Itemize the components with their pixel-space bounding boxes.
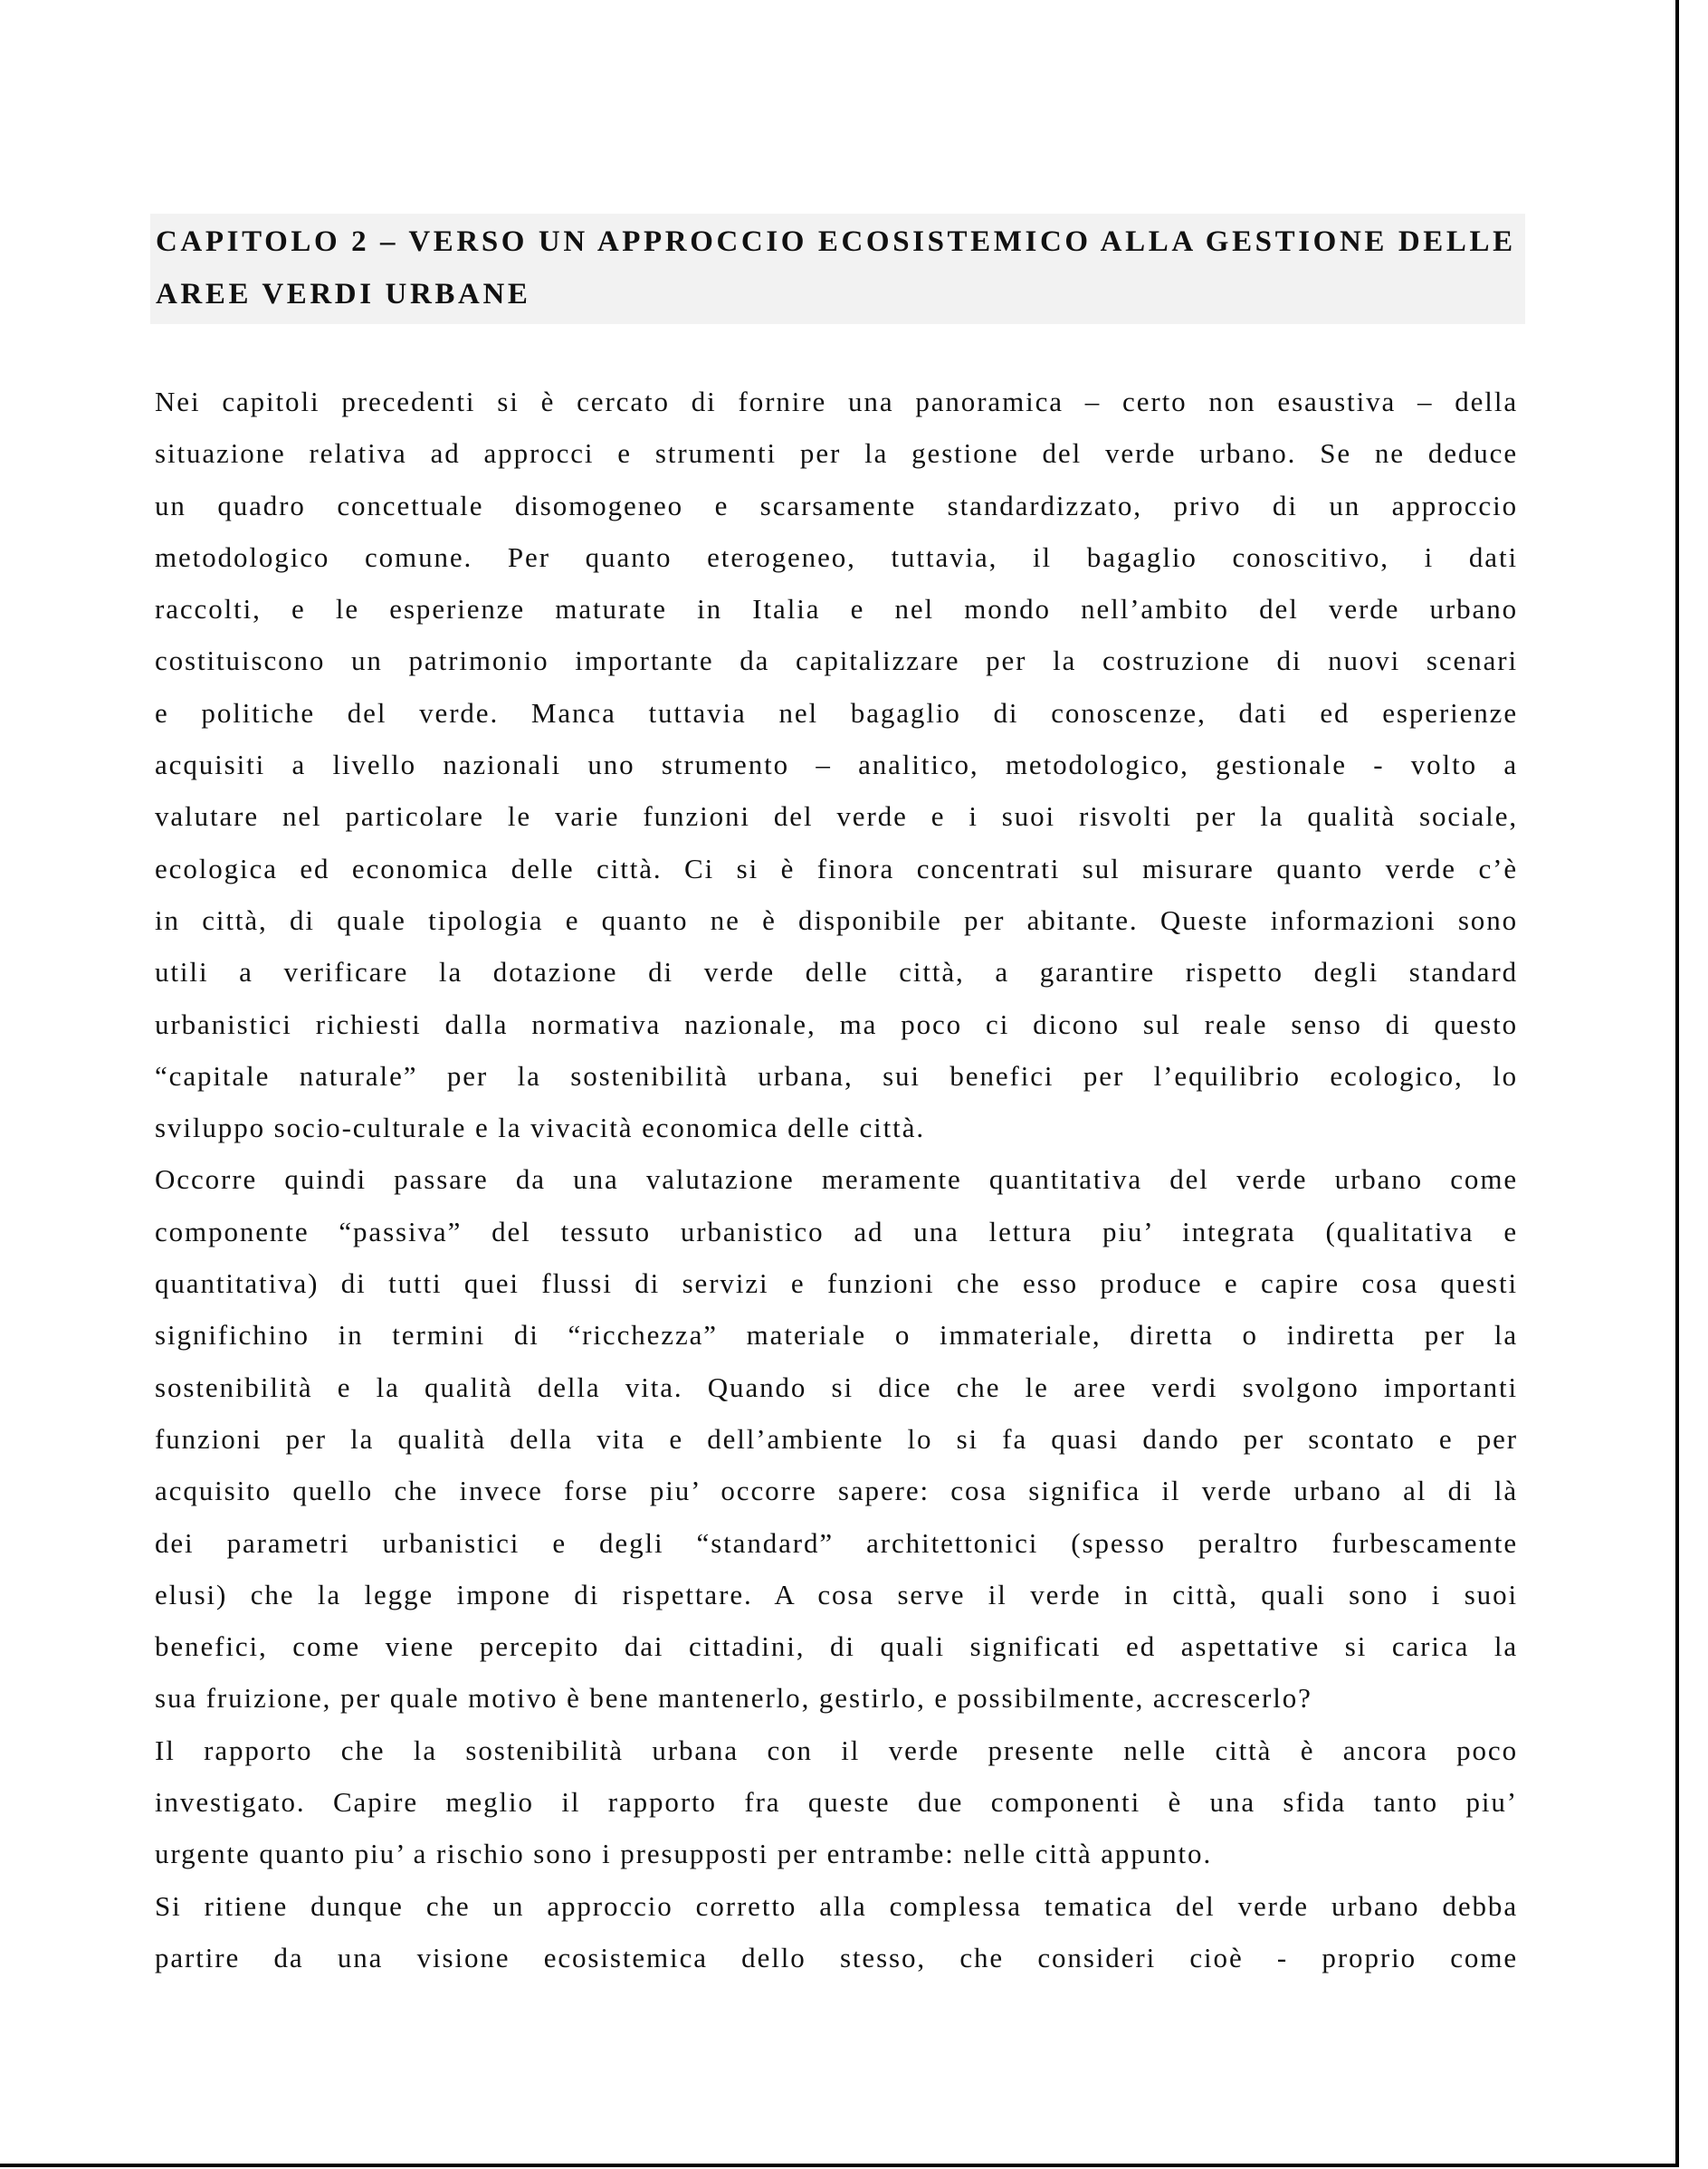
text-line: acquisiti a livello nazionali uno strumento – analitico, metodologico, gestionale - volto a [155, 749, 1518, 781]
text-line: sua fruizione, per quale motivo è bene mantenerlo, gestirlo, e possibilmente, accrescerlo? [155, 1682, 1312, 1715]
paragraph [155, 1153, 1518, 1724]
paragraph [155, 376, 1518, 1153]
text-line: dei parametri urbanistici e degli “standard” architettonici (spesso peraltro furbescamente [155, 1526, 1518, 1559]
text-line: raccolti, e le esperienze maturate in Italia e nel mondo nell’ambito del verde urbano [155, 593, 1518, 626]
text-line: e politiche del verde. Manca tuttavia nel bagaglio di conoscenze, dati ed esperienze [155, 696, 1518, 729]
text-line: “capitale naturale” per la sostenibilità urbana, sui benefici per l’equilibrio ecologico, lo [155, 1059, 1518, 1092]
text-line: partire da una visione ecosistemica dello stesso, che consideri cioè - proprio come [155, 1941, 1518, 1973]
text-line: Nei capitoli precedenti si è cercato di fornire una panoramica – certo non esaustiva – della [155, 386, 1518, 417]
text-line: situazione relativa ad approcci e strumenti per la gestione del verde urbano. Se ne deduce [155, 437, 1518, 470]
text-line: un quadro concettuale disomogeneo e scarsamente standardizzato, privo di un approccio [155, 489, 1518, 521]
chapter-title-line-1: CAPITOLO 2 – VERSO UN APPROCCIO ECOSISTEMICO ALLA GESTIONE DELLE [156, 225, 1516, 258]
text-line: acquisito quello che invece forse piu’ occorre sapere: cosa significa il verde urbano al di là [155, 1475, 1518, 1507]
chapter-heading [150, 214, 1525, 324]
text-line: Il rapporto che la sostenibilità urbana con il verde presente nelle città è ancora poco [155, 1734, 1518, 1766]
body-text [155, 376, 1518, 1983]
chapter-title-line-2: AREE VERDI URBANE [156, 278, 531, 311]
text-line: utili a verificare la dotazione di verde delle città, a garantire rispetto degli standard [155, 956, 1518, 989]
text-line: urbanistici richiesti dalla normativa nazionale, ma poco ci dicono sul reale senso di questo [155, 1008, 1518, 1040]
text-line: metodologico comune. Per quanto eterogeneo, tuttavia, il bagaglio conoscitivo, i dati [155, 540, 1518, 573]
text-line: investigato. Capire meglio il rapporto fra queste due componenti è una sfida tanto piu’ [155, 1786, 1518, 1819]
text-line: elusi) che la legge impone di rispettare. A cosa serve il verde in città, quali sono i suoi [155, 1578, 1518, 1610]
text-line: valutare nel particolare le varie funzioni del verde e i suoi risvolti per la qualità sociale, [155, 800, 1518, 833]
text-line: urgente quanto piu’ a rischio sono i presupposti per entrambe: nelle città appunto. [155, 1838, 1213, 1870]
text-line: componente “passiva” del tessuto urbanistico ad una lettura piu’ integrata (qualitativa e [155, 1215, 1518, 1247]
text-line: quantitativa) di tutti quei flussi di servizi e funzioni che esso produce e capire cosa questi [155, 1267, 1518, 1300]
text-line: ecologica ed economica delle città. Ci si è finora concentrati sul misurare quanto verde c’è [155, 852, 1518, 884]
text-line: sostenibilità e la qualità della vita. Quando si dice che le aree verdi svolgono importanti [155, 1371, 1518, 1403]
text-line: benefici, come viene percepito dai cittadini, di quali significati ed aspettative si carica la [155, 1630, 1518, 1663]
text-line: sviluppo socio-culturale e la vivacità economica delle città. [155, 1112, 925, 1144]
text-line: funzioni per la qualità della vita e dell’ambiente lo si fa quasi dando per scontato e per [155, 1422, 1518, 1455]
text-line: costituiscono un patrimonio importante da capitalizzare per la costruzione di nuovi scenari [155, 645, 1518, 677]
text-line: in città, di quale tipologia e quanto ne è disponibile per abitante. Queste informazioni sono [155, 903, 1518, 936]
text-line: significhino in termini di “ricchezza” materiale o immateriale, diretta o indiretta per la [155, 1319, 1518, 1352]
paragraph [155, 1725, 1518, 1880]
text-line: Si ritiene dunque che un approccio corretto alla complessa tematica del verde urbano debba [155, 1889, 1518, 1922]
text-line: Occorre quindi passare da una valutazione meramente quantitativa del verde urbano come [155, 1163, 1518, 1196]
paragraph [155, 1880, 1518, 1984]
